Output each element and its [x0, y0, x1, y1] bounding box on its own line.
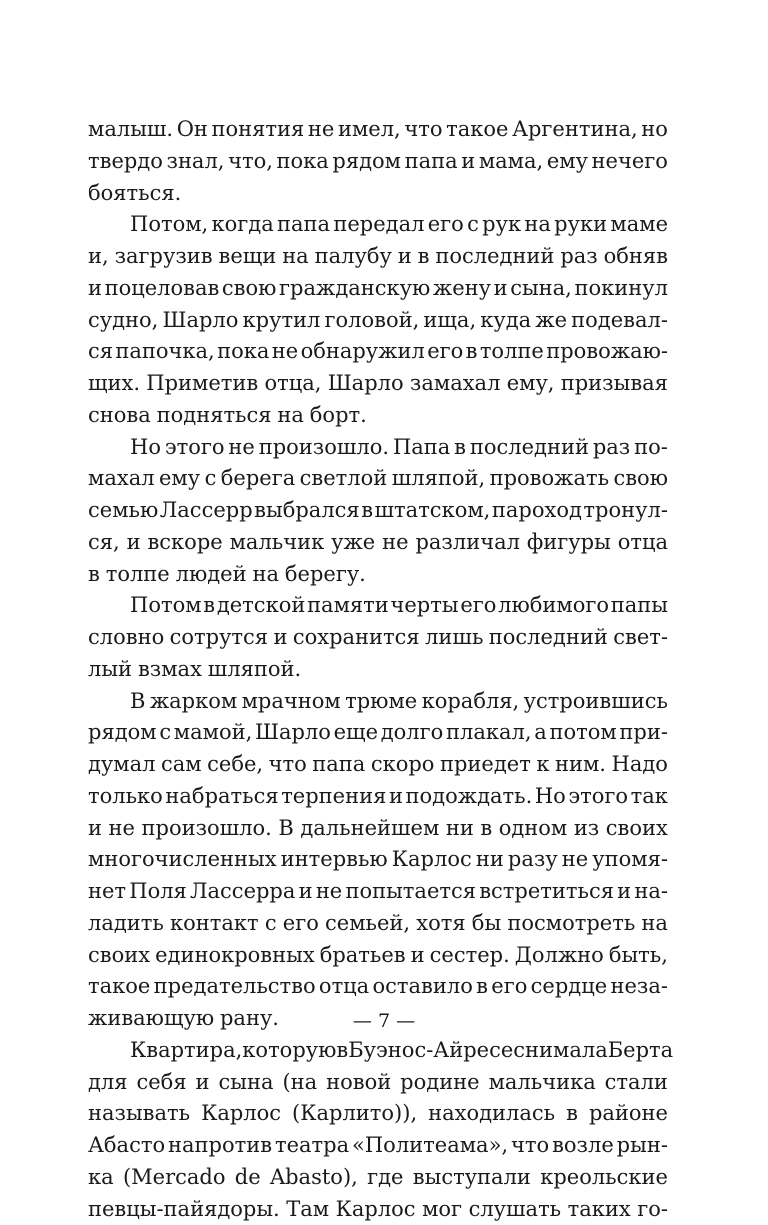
text-line: ка (Mercado de Abasto), где выступали креольские [88, 1162, 668, 1194]
text-line: живающую рану. [88, 1003, 668, 1035]
text-line: такое предательство отца оставило в его сердце неза- [88, 971, 668, 1003]
text-line: В жарком мрачном трюме корабля, устроившись [88, 686, 668, 718]
text-line: только набраться терпения и подождать. Но этого так [88, 781, 668, 813]
text-line: щих. Приметив отца, Шарло замахал ему, призывая [88, 368, 668, 400]
text-line: твердо знал, что, пока рядом папа и мама, ему нечего [88, 146, 668, 178]
text-line: думал сам себе, что папа скоро приедет к ним. Надо [88, 749, 668, 781]
text-line: для себя и сына (на новой родине мальчика стали [88, 1067, 668, 1099]
page-number: — 7 — [0, 1010, 768, 1032]
text-line: снова подняться на борт. [88, 400, 668, 432]
book-page-text [88, 114, 668, 1225]
text-line: своих единокровных братьев и сестер. Должно быть, [88, 940, 668, 972]
text-line: певцы-пайядоры. Там Карлос мог слушать таких го- [88, 1194, 668, 1225]
text-line: Абасто напротив театра «Политеама», что возле рын- [88, 1130, 668, 1162]
text-line: ся, и вскоре мальчик уже не различал фигуры отца [88, 527, 668, 559]
text-line: Потом, когда папа передал его с рук на руки маме [88, 209, 668, 241]
text-line: Квартира, которую в Буэнос-Айресе снимала Берта [88, 1035, 668, 1067]
text-line: семью Лассерр выбрался в штатском, пароход тронул- [88, 495, 668, 527]
text-line: в толпе людей на берегу. [88, 559, 668, 591]
text-line: малыш. Он понятия не имел, что такое Аргентина, но [88, 114, 668, 146]
text-line: нет Поля Лассерра и не попытается встретиться и на- [88, 876, 668, 908]
text-line: Но этого не произошло. Папа в последний раз по- [88, 432, 668, 464]
text-line: рядом с мамой, Шарло еще долго плакал, а потом при- [88, 717, 668, 749]
text-line: и поцеловав свою гражданскую жену и сына, покинул [88, 273, 668, 305]
text-line: и не произошло. В дальнейшем ни в одном из своих [88, 813, 668, 845]
text-line: Потом в детской памяти черты его любимого папы [88, 590, 668, 622]
text-line: многочисленных интервью Карлос ни разу не упомя- [88, 844, 668, 876]
text-line: лый взмах шляпой. [88, 654, 668, 686]
text-line: ладить контакт с его семьей, хотя бы посмотреть на [88, 908, 668, 940]
text-line: и, загрузив вещи на палубу и в последний раз обняв [88, 241, 668, 273]
text-line: ся папочка, пока не обнаружил его в толпе провожаю- [88, 336, 668, 368]
text-line: судно, Шарло крутил головой, ища, куда же подевал- [88, 305, 668, 337]
text-line: словно сотрутся и сохранится лишь последний свет- [88, 622, 668, 654]
text-line: бояться. [88, 178, 668, 210]
text-line: называть Карлос (Карлито)), находилась в районе [88, 1098, 668, 1130]
text-line: махал ему с берега светлой шляпой, провожать свою [88, 463, 668, 495]
